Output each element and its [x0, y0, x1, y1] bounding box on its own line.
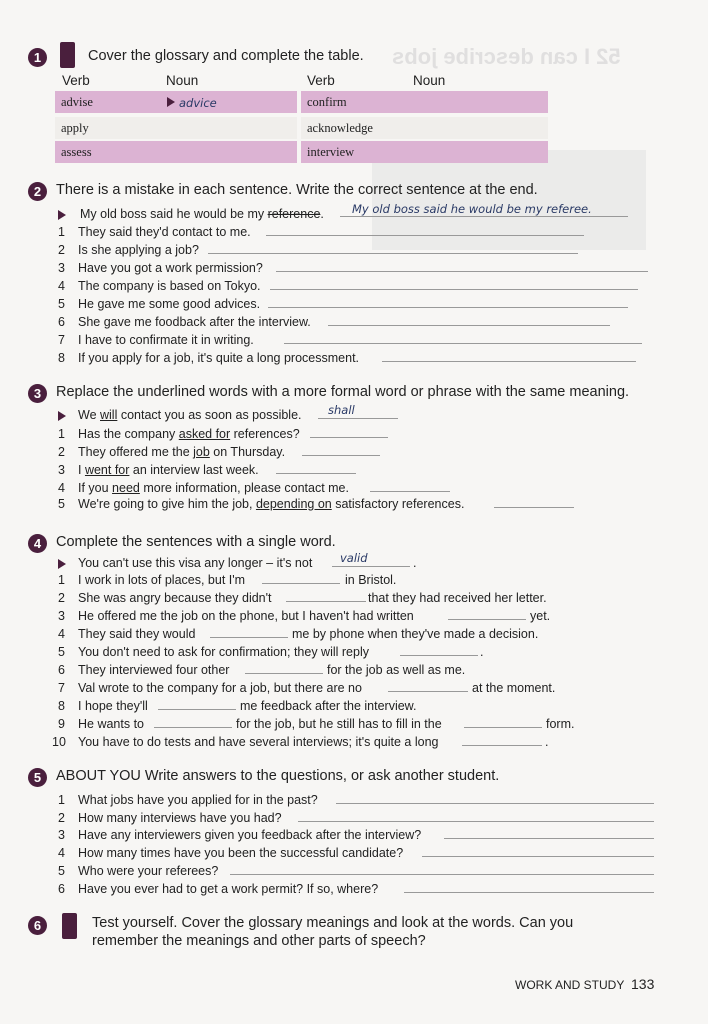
exercise-title: ABOUT YOU Write answers to the questions, or ask another student.	[56, 768, 500, 784]
answer-line[interactable]	[336, 803, 654, 804]
item-number: 4	[58, 627, 65, 641]
question: How many times have you been the successful candidate?	[78, 846, 404, 860]
example-sentence: We will contact you as soon as possible.	[78, 408, 302, 422]
answer-line[interactable]	[310, 437, 388, 438]
sentence: for the job, but he still has to fill in the	[236, 717, 442, 731]
answer-line[interactable]	[284, 343, 642, 344]
table-cell	[55, 117, 297, 139]
answer-line[interactable]	[230, 874, 654, 875]
arrow-icon	[58, 210, 66, 220]
exercise-number: 4	[28, 534, 47, 553]
answer-line[interactable]	[298, 821, 654, 822]
arrow-icon	[167, 97, 175, 107]
answer-line[interactable]	[448, 619, 526, 620]
question: Have you ever had to get a work permit? If so, where?	[78, 882, 379, 896]
exercise-title: Cover the glossary and complete the table.	[88, 48, 364, 64]
sentence: for the job as well as me.	[327, 663, 466, 677]
sentence: You don't need to ask for confirmation; they will reply	[78, 645, 369, 659]
table-cell	[55, 91, 297, 113]
handwritten-answer: shall	[328, 403, 355, 417]
sentence: They interviewed four other	[78, 663, 230, 677]
table-cell-text: confirm	[307, 94, 347, 109]
sentence: She was angry because they didn't	[78, 591, 272, 605]
example-sentence: My old boss said he would be my reference.	[80, 207, 324, 221]
sentence: He wants to	[78, 717, 145, 731]
answer-line[interactable]	[286, 601, 366, 602]
answer-line[interactable]	[422, 856, 654, 857]
footer-section: WORK AND STUDY	[515, 978, 625, 992]
table-cell-text: apply	[61, 120, 89, 135]
table-header-noun: Noun	[166, 73, 199, 88]
answer-line	[318, 418, 398, 419]
item-number: 1	[58, 427, 65, 441]
answer-line[interactable]	[268, 307, 628, 308]
sentence: They said they would	[78, 627, 196, 641]
question: What jobs have you applied for in the past?	[78, 793, 318, 807]
sentence: I work in lots of places, but I'm	[78, 573, 246, 587]
question: Who were your referees?	[78, 864, 219, 878]
sentence: me by phone when they've made a decision.	[292, 627, 539, 641]
answer-line[interactable]	[210, 637, 288, 638]
item-number: 5	[58, 645, 65, 659]
answer-line[interactable]	[382, 361, 636, 362]
item-number: 4	[58, 279, 65, 293]
item-number: 6	[58, 882, 65, 896]
sentence: that they had received her letter.	[368, 591, 547, 605]
example-sentence: You can't use this visa any longer – it's not	[78, 556, 313, 570]
answer-line[interactable]	[302, 455, 380, 456]
item-number: 1	[58, 573, 65, 587]
sentence: at the moment.	[472, 681, 556, 695]
table-cell	[55, 141, 297, 163]
item-number: 5	[58, 864, 65, 878]
answer-line[interactable]	[328, 325, 610, 326]
answer-line[interactable]	[370, 491, 450, 492]
table-cell	[301, 117, 548, 139]
sentence: Is she applying a job?	[78, 243, 199, 257]
table-cell	[301, 141, 548, 163]
item-number: 5	[58, 297, 65, 311]
answer-line[interactable]	[266, 235, 584, 236]
exercise-number: 3	[28, 384, 47, 403]
exercise-number: 1	[28, 48, 47, 67]
sentence: .	[480, 645, 484, 659]
exercise-title: Replace the underlined words with a more formal word or phrase with the same meaning.	[56, 384, 630, 400]
exercise-instruction: remember the meanings and other parts of speech?	[92, 933, 426, 949]
sentence: We're going to give him the job, depending on satisfactory references.	[78, 497, 465, 511]
answer-line[interactable]	[462, 745, 542, 746]
item-number: 6	[58, 663, 65, 677]
table-cell-text: assess	[61, 144, 92, 159]
item-number: 7	[58, 333, 65, 347]
item-number: 2	[58, 445, 65, 459]
answer-line	[340, 216, 628, 217]
answer-line[interactable]	[276, 473, 356, 474]
item-number: 5	[58, 497, 65, 511]
exercise-title: Complete the sentences with a single word.	[56, 534, 336, 550]
sentence: She gave me foodback after the interview.	[78, 315, 311, 329]
answer-line[interactable]	[154, 727, 232, 728]
answer-line[interactable]	[208, 253, 578, 254]
sentence: They offered me the job on Thursday.	[78, 445, 286, 459]
answer-line[interactable]	[262, 583, 340, 584]
sentence: You have to do tests and have several interviews; it's quite a long	[78, 735, 439, 749]
arrow-icon	[58, 411, 66, 421]
book-icon	[60, 42, 75, 68]
answer-line[interactable]	[464, 727, 542, 728]
handwritten-answer: valid	[340, 551, 368, 565]
handwritten-answer: My old boss said he would be my referee.	[352, 202, 592, 216]
sentence: If you need more information, please contact me.	[78, 481, 349, 495]
answer-line[interactable]	[494, 507, 574, 508]
arrow-icon	[58, 559, 66, 569]
exercise-number: 5	[28, 768, 47, 787]
exercise-number: 6	[28, 916, 47, 935]
sentence: yet.	[530, 609, 551, 623]
book-icon	[62, 913, 77, 939]
answer-line[interactable]	[444, 838, 654, 839]
item-number: 3	[58, 261, 65, 275]
table-cell-text: acknowledge	[307, 120, 373, 135]
sentence: I went for an interview last week.	[78, 463, 259, 477]
exercise-instruction: Test yourself. Cover the glossary meanings and look at the words. Can you	[92, 915, 574, 931]
sentence: I hope they'll	[78, 699, 148, 713]
sentence: I have to confirmate it in writing.	[78, 333, 254, 347]
item-number: 3	[58, 828, 65, 842]
table-cell-text: interview	[307, 144, 355, 159]
table-header-verb: Verb	[62, 73, 90, 88]
item-number: 2	[58, 591, 65, 605]
question: How many interviews have you had?	[78, 811, 282, 825]
item-number: 3	[58, 463, 65, 477]
item-number: 7	[58, 681, 65, 695]
item-number: 2	[58, 811, 65, 825]
item-number: 2	[58, 243, 65, 257]
item-number: 4	[58, 846, 65, 860]
item-number: 6	[58, 315, 65, 329]
item-number: 1	[58, 793, 65, 807]
sentence: form.	[546, 717, 575, 731]
answer-line[interactable]	[276, 271, 648, 272]
answer-line[interactable]	[245, 673, 323, 674]
item-number: 4	[58, 481, 65, 495]
answer-line[interactable]	[400, 655, 478, 656]
sentence: The company is based on Tokyo.	[78, 279, 261, 293]
table-header-noun: Noun	[413, 73, 446, 88]
handwritten-answer: advice	[179, 96, 217, 110]
item-number: 3	[58, 609, 65, 623]
sentence: He gave me some good advices.	[78, 297, 261, 311]
table-cell	[301, 91, 548, 113]
sentence: .	[545, 735, 549, 749]
table-header-verb: Verb	[307, 73, 335, 88]
sentence: me feedback after the interview.	[240, 699, 417, 713]
item-number: 8	[58, 351, 65, 365]
page-number: 133	[631, 976, 655, 992]
exercise-title: There is a mistake in each sentence. Write the correct sentence at the end.	[56, 182, 538, 198]
sentence: If you apply for a job, it's quite a long processment.	[78, 351, 360, 365]
answer-line[interactable]	[388, 691, 468, 692]
sentence: Val wrote to the company for a job, but there are no	[78, 681, 362, 695]
item-number: 1	[58, 225, 65, 239]
question: Have any interviewers given you feedback after the interview?	[78, 828, 422, 842]
answer-line	[332, 566, 410, 567]
item-number: 8	[58, 699, 65, 713]
answer-line[interactable]	[270, 289, 638, 290]
sentence-end: .	[413, 556, 417, 570]
sentence: Have you got a work permission?	[78, 261, 263, 275]
sentence: Has the company asked for references?	[78, 427, 300, 441]
answer-line[interactable]	[404, 892, 654, 893]
exercise-number: 2	[28, 182, 47, 201]
table-cell-text: advise	[61, 94, 93, 109]
sentence: in Bristol.	[345, 573, 397, 587]
item-number: 9	[58, 717, 65, 731]
item-number: 10	[52, 735, 66, 749]
answer-line[interactable]	[158, 709, 236, 710]
sentence: He offered me the job on the phone, but I haven't had written	[78, 609, 414, 623]
sentence: They said they'd contact to me.	[78, 225, 251, 239]
